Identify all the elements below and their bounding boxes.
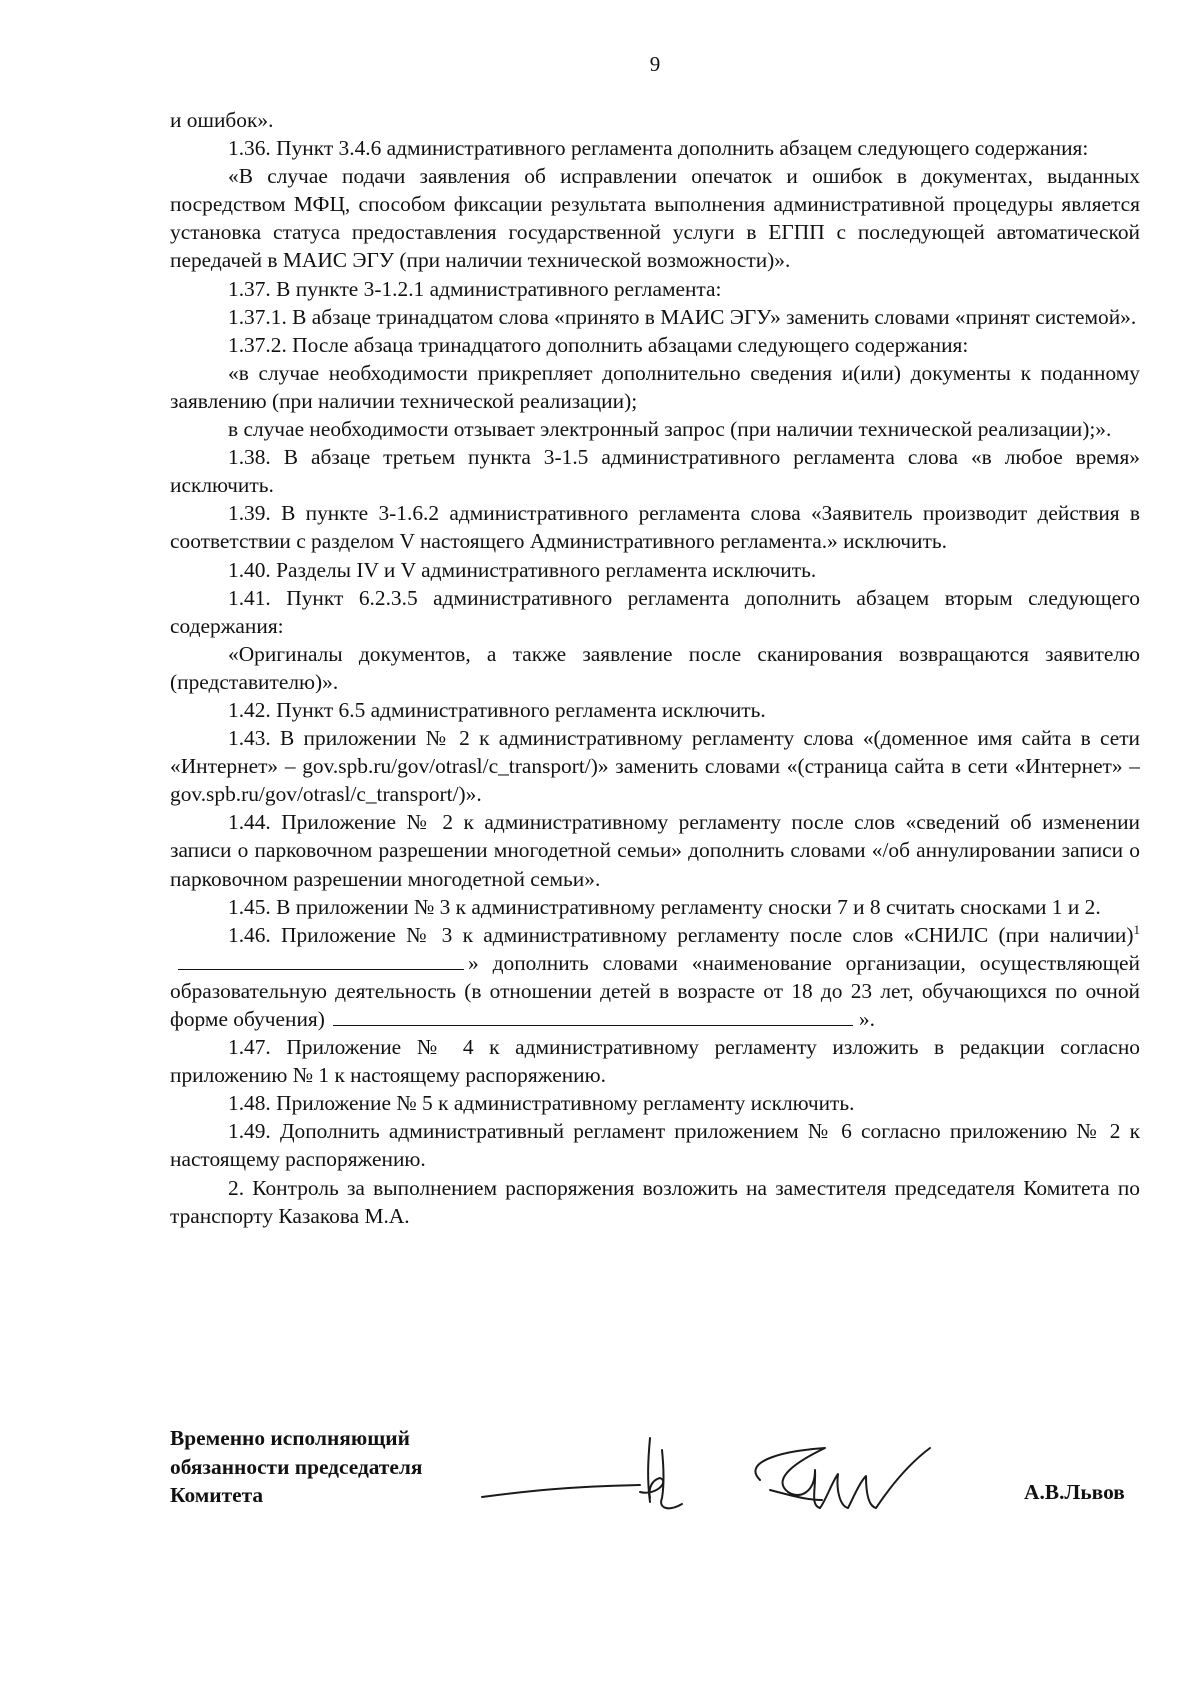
paragraph: «В случае подачи заявления об исправлении опечаток и ошибок в документах, выданных посредством МФЦ, способом фиксации результата выполнения административной процедуры является установка статуса предоставления государственной услуги в ЕГПП с последующей автоматической передачей в МАИС ЭГУ (при наличии технической возможности)».: [170, 164, 1140, 273]
paragraph: 1.43. В приложении № 2 к административному регламенту слова «(доменное имя сайта в сети «Интернет» – gov.spb.ru/gov/otrasl/c_transport/)» заменить словами «(страница сайта в сети «Интернет» – gov.spb.ru/gov/otrasl/c_transport/)».: [170, 726, 1140, 807]
paragraph: 1.45. В приложении № 3 к административному регламенту сноски 7 и 8 считать сносками 1 и 2.: [228, 894, 1101, 919]
signatory-title-line: Комитета: [170, 1483, 264, 1507]
paragraph: в случае необходимости отзывает электронный запрос (при наличии технической реализации);».: [228, 417, 1112, 442]
paragraph: 1.39. В пункте 3-1.6.2 административного регламента слова «Заявитель производит действия в соответствии с разделом V настоящего Административного регламента.» исключить.: [170, 501, 1140, 554]
paragraph: 1.48. Приложение № 5 к административному регламенту исключить.: [228, 1091, 855, 1116]
paragraph: «Оригиналы документов, а также заявление после сканирования возвращаются заявителю (представителю)».: [170, 641, 1140, 694]
signatory-name: А.В.Львов: [1024, 1480, 1125, 1504]
paragraph: 1.44. Приложение № 2 к административному регламенту после слов «сведений об изменении записи о парковочном разрешении многодетной семьи» дополнить словами «/об аннулировании записи о парковочном разрешении многодетной семьи».: [170, 810, 1140, 891]
signatory-title: [170, 1424, 423, 1510]
paragraph: 1.37.1. В абзаце тринадцатом слова «принято в МАИС ЭГУ» заменить словами «принят системой».: [228, 304, 1137, 329]
paragraph: и ошибок».: [170, 108, 274, 132]
paragraph: 1.42. Пункт 6.5 административного регламента исключить.: [228, 697, 766, 722]
paragraph-text: ».: [858, 1007, 875, 1031]
paragraph: 1.40. Разделы IV и V административного регламента исключить.: [228, 557, 817, 582]
blank-line: [333, 1005, 853, 1026]
footnote-mark: 1: [1133, 921, 1140, 937]
handwritten-signature-icon: [470, 1420, 990, 1520]
signatory-title-line: Временно исполняющий: [170, 1426, 410, 1450]
paragraph: 1.49. Дополнить административный регламент приложением № 6 согласно приложению № 2 к настоящему распоряжению.: [170, 1119, 1140, 1172]
signatory-title-line: обязанности председателя: [170, 1454, 423, 1479]
paragraph: 2. Контроль за выполнением распоряжения возложить на заместителя председателя Комитета по транспорту Казакова М.А.: [170, 1175, 1140, 1228]
page-number: 9: [649, 52, 661, 76]
paragraph: 1.41. Пункт 6.2.3.5 административного регламента дополнить абзацем вторым следующего содержания:: [170, 585, 1140, 638]
paragraph: 1.37.2. После абзаца тринадцатого дополнить абзацами следующего содержания:: [228, 332, 969, 357]
paragraph: 1.38. В абзаце третьем пункта 3-1.5 административного регламента слова «в любое время» исключить.: [170, 445, 1140, 498]
paragraph-with-blanks: [170, 921, 1140, 1033]
blank-line: [178, 949, 464, 970]
paragraph-text: » дополнить словами «наименование организации, осуществляющей образовательную деятельность (в отношении детей в возрасте от 18 до 23 лет, обучающихся по очной форме обучения): [170, 950, 1140, 1031]
paragraph: 1.36. Пункт 3.4.6 административного регламента дополнить абзацем следующего содержания:: [228, 136, 1089, 161]
paragraph: 1.37. В пункте 3-1.2.1 административного регламента:: [228, 276, 722, 301]
paragraph: «в случае необходимости прикрепляет дополнительно сведения и(или) документы к поданному заявлению (при наличии технической реализации);: [170, 360, 1140, 413]
paragraph: 1.47. Приложение № 4 к административному регламенту изложить в редакции согласно приложению № 1 к настоящему распоряжению.: [170, 1035, 1140, 1088]
paragraph-text: 1.46. Приложение № 3 к административному регламенту после слов «СНИЛС (при наличии): [228, 922, 1134, 947]
document-body: [170, 106, 1140, 1230]
